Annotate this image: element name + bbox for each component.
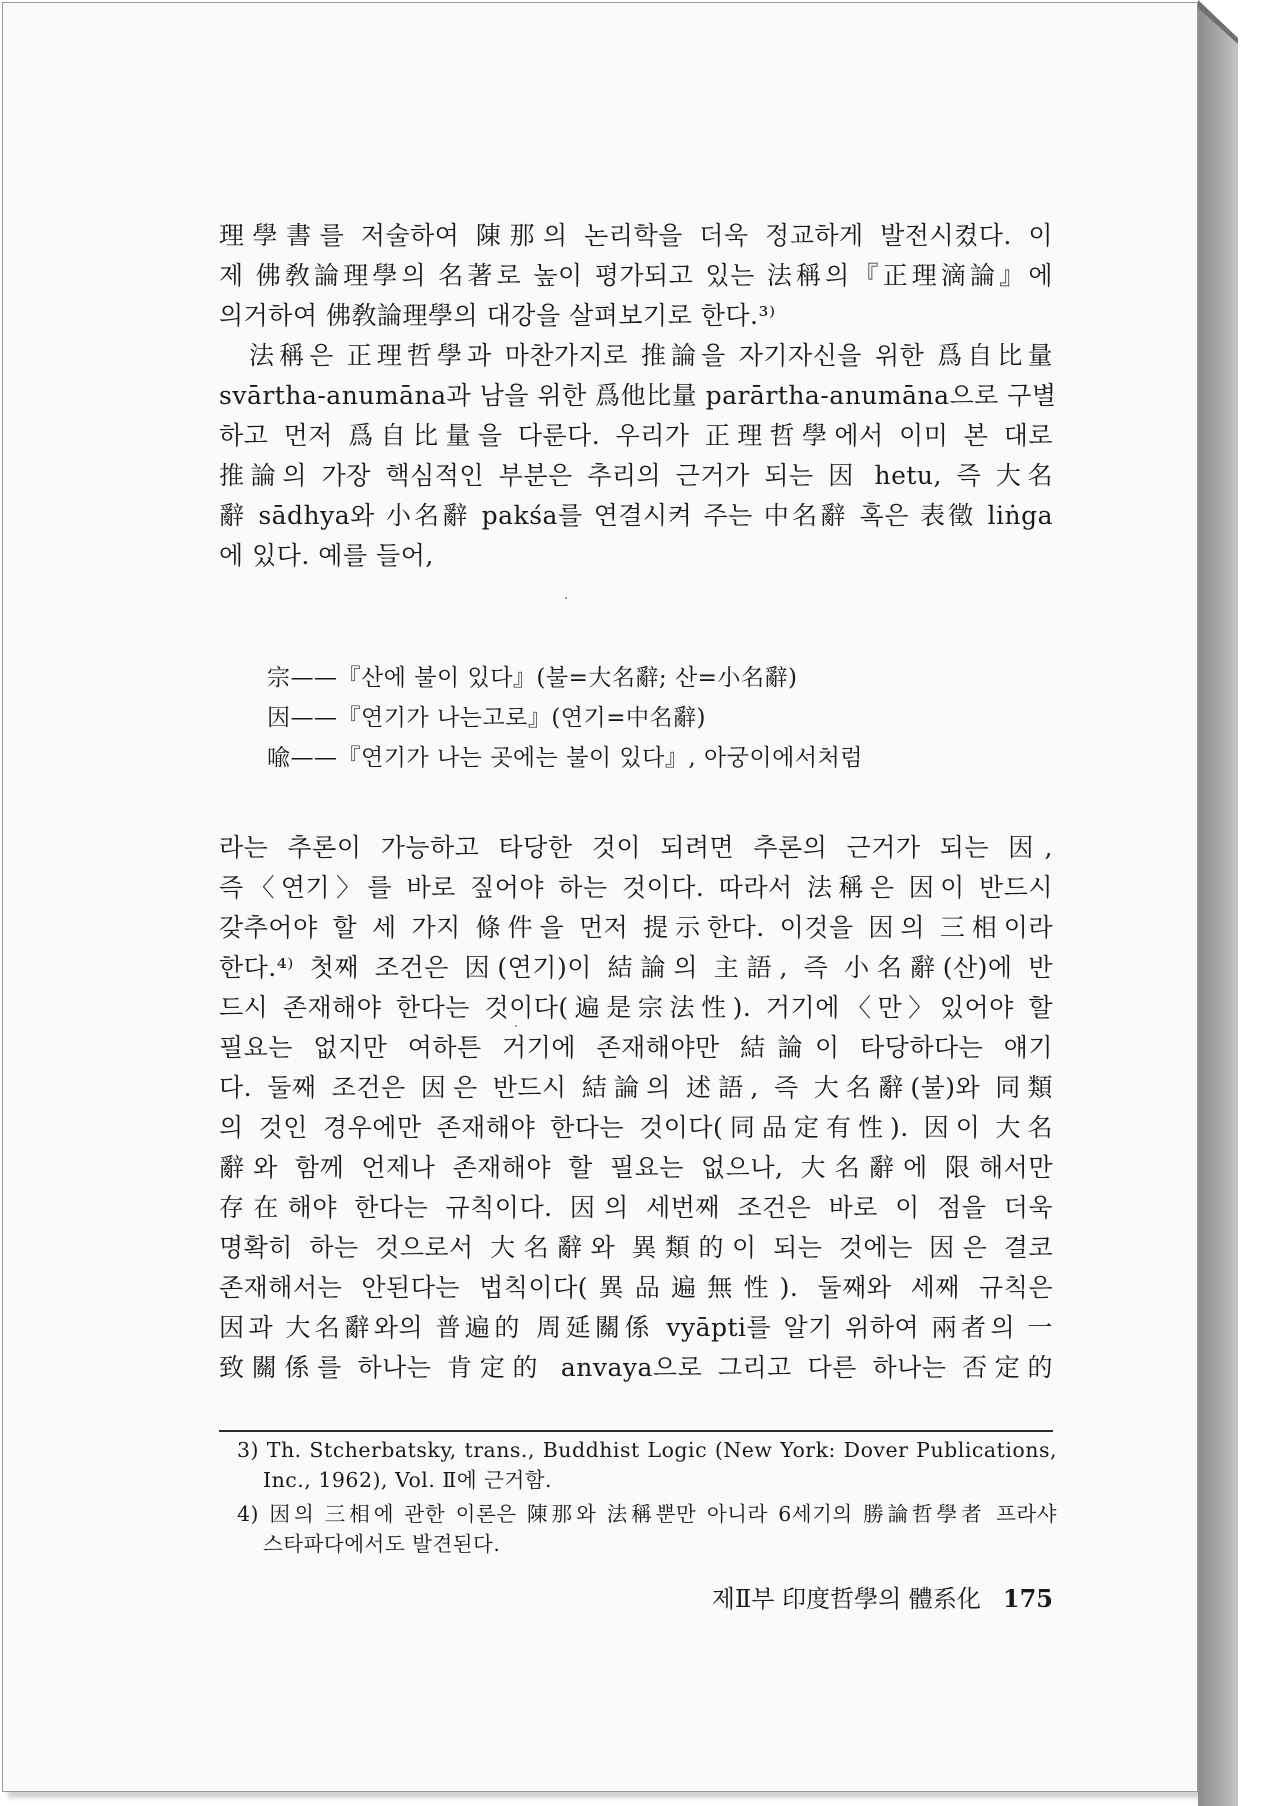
body-line: 에 있다. 예를 들어, [219, 541, 434, 570]
body-line: 理學書를 저술하여 陳那의 논리학을 더욱 정교하게 발전시켰다. 이 [219, 221, 1053, 250]
body-line: 한다.⁴⁾ 첫째 조건은 因(연기)이 結論의 主語, 즉 小名辭(산)에 반 [219, 953, 1053, 982]
body-line: 존재해서는 안된다는 법칙이다(異品遍無性). 둘째와 세째 규칙은 [219, 1273, 1053, 1302]
body-line: 辭와 함께 언제나 존재해야 할 필요는 없으나, 大名辭에 限해서만 [219, 1153, 1053, 1182]
body-line: 제 佛敎論理學의 名著로 높이 평가되고 있는 法稱의『正理滴論』에 [219, 261, 1053, 290]
body-line: 의거하여 佛敎論理學의 대강을 살펴보기로 한다.³⁾ [219, 301, 776, 330]
syllogism-example: 喩——『연기가 나는 곳에는 불이 있다』, 아궁이에서처럼 [267, 745, 864, 771]
body-line: 갖추어야 할 세 가지 條件을 먼저 提示한다. 이것을 因의 三相이라 [219, 913, 1053, 942]
footnote-3-cont: Inc., 1962), Vol. Ⅱ에 근거함. [263, 1468, 553, 1492]
footnote-3: 3) Th. Stcherbatsky, trans., Buddhist Logic (New York: Dover Publications, [237, 1438, 1057, 1462]
running-head-title: 제Ⅱ부 印度哲學의 體系化 [711, 1585, 981, 1613]
body-line: 라는 추론이 가능하고 타당한 것이 되려면 추론의 근거가 되는 因, [219, 833, 1053, 862]
footnote-4-cont: 스타파다에서도 발견된다. [263, 1532, 501, 1556]
page-stack-edge [1198, 0, 1277, 1806]
body-line: 즉〈연기〉를 바로 짚어야 하는 것이다. 따라서 法稱은 因이 반드시 [219, 873, 1053, 902]
body-line: 다. 둘째 조건은 因은 반드시 結論의 述語, 즉 大名辭(불)와 同類 [219, 1073, 1053, 1102]
syllogism-thesis: 宗——『산에 불이 있다』(불=大名辭; 산=小名辭) [267, 665, 798, 691]
body-line: 推論의 가장 핵심적인 부분은 추리의 근거가 되는 因 hetu, 즉 大名 [219, 461, 1053, 490]
body-line: 드시 존재해야 한다는 것이다(遍是宗法性). 거기에〈만〉있어야 할 [219, 993, 1053, 1022]
body-line: 하고 먼저 爲自比量을 다룬다. 우리가 正理哲學에서 이미 본 대로 [219, 421, 1053, 450]
footnote-divider [219, 1430, 1053, 1432]
body-line: 辭 sādhya와 小名辭 pakśa를 연결시켜 주는 中名辭 혹은 表徵 liṅga [219, 501, 1053, 530]
body-line: 필요는 없지만 여하튼 거기에 존재해야만 結論이 타당하다는 얘기 [219, 1033, 1053, 1062]
body-line: 의 것인 경우에만 존재해야 한다는 것이다(同品定有性). 因이 大名 [219, 1113, 1053, 1142]
body-line: 存在해야 한다는 규칙이다. 因의 세번째 조건은 바로 이 점을 더욱 [219, 1193, 1053, 1222]
running-head [663, 1581, 1053, 1617]
body-line: 致關係를 하나는 肯定的 anvaya으로 그리고 다른 하나는 否定的 [219, 1353, 1053, 1382]
body-line: 法稱은 正理哲學과 마찬가지로 推論을 자기자신을 위한 爲自比量 [249, 341, 1053, 370]
print-speck [565, 597, 567, 599]
footnote-4: 4) 因의 三相에 관한 이론은 陳那와 法稱뿐만 아니라 6세기의 勝論哲學者 프라샤 [237, 1502, 1057, 1526]
body-line: svārtha-anumāna과 남을 위한 爲他比量 parārtha-anumāna으로 구별 [219, 381, 1057, 410]
book-page [2, 2, 1198, 1792]
print-speck [515, 1025, 517, 1027]
body-line: 因과 大名辭와의 普遍的 周延關係 vyāpti를 알기 위하여 兩者의 一 [219, 1313, 1053, 1342]
syllogism-reason: 因——『연기가 나는고로』(연기=中名辭) [267, 705, 706, 731]
page-number: 175 [1002, 1584, 1053, 1613]
body-line: 명확히 하는 것으로서 大名辭와 異類的이 되는 것에는 因은 결코 [219, 1233, 1053, 1262]
